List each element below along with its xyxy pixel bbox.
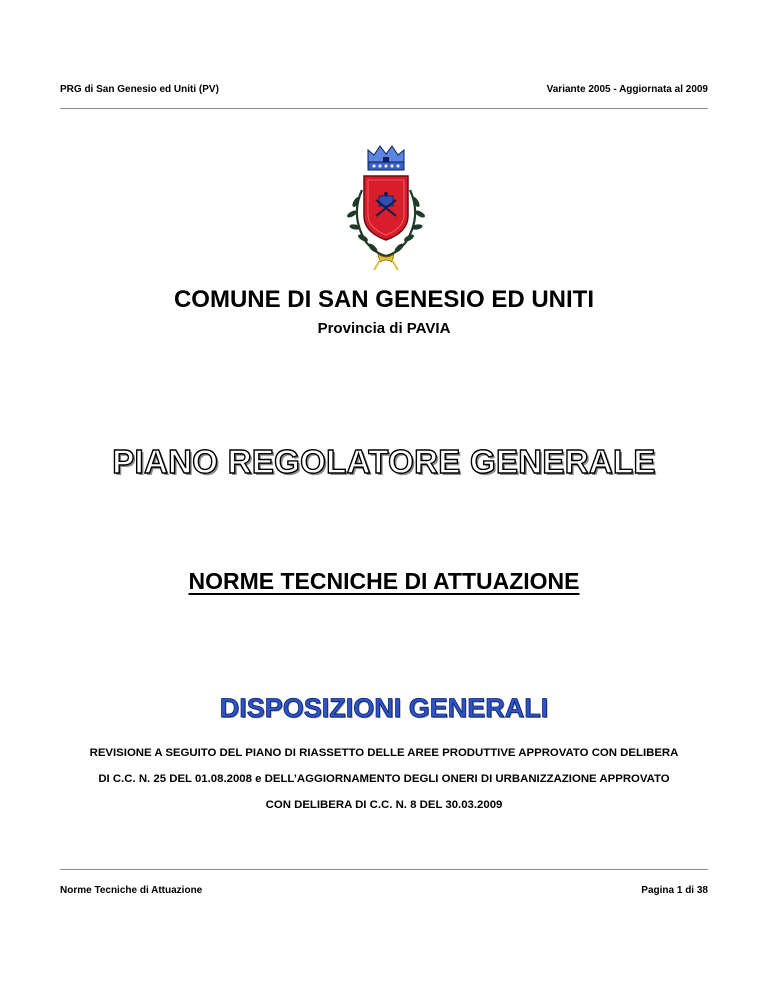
piano-title: PIANO REGOLATORE GENERALE <box>112 443 656 480</box>
ribbon-icon <box>374 254 398 270</box>
coat-of-arms-icon <box>332 138 440 272</box>
revisione-line-2: DI C.C. N. 25 DEL 01.08.2008 e DELL’AGGIORNAMENTO DEGLI ONERI DI URBANIZZAZIONE APPROVATO <box>98 773 670 785</box>
header-divider <box>60 108 708 109</box>
disposizioni-title: DISPOSIZIONI GENERALI <box>219 693 549 723</box>
revisione-line-1: REVISIONE A SEGUITO DEL PIANO DI RIASSETTO DELLE AREE PRODUTTIVE APPROVATO CON DELIBERA <box>89 747 679 759</box>
page-number: Pagina 1 di 38 <box>641 885 708 896</box>
comune-title: COMUNE DI SAN GENESIO ED UNITI <box>173 286 595 313</box>
shield-icon <box>364 176 408 240</box>
norme-title: NORME TECNICHE DI ATTUAZIONE <box>188 568 580 594</box>
provincia-subtitle: Provincia di PAVIA <box>317 320 451 337</box>
revisione-text <box>60 740 708 818</box>
footer-left-text: Norme Tecniche di Attuazione <box>60 885 203 896</box>
revisione-line-3: CON DELIBERA DI C.C. N. 8 DEL 30.03.2009 <box>265 799 503 811</box>
header-left-text: PRG di San Genesio ed Uniti (PV) <box>60 84 219 95</box>
header-right-text: Variante 2005 - Aggiornata al 2009 <box>546 84 708 95</box>
crown-icon <box>368 146 404 170</box>
footer-divider <box>60 869 708 870</box>
